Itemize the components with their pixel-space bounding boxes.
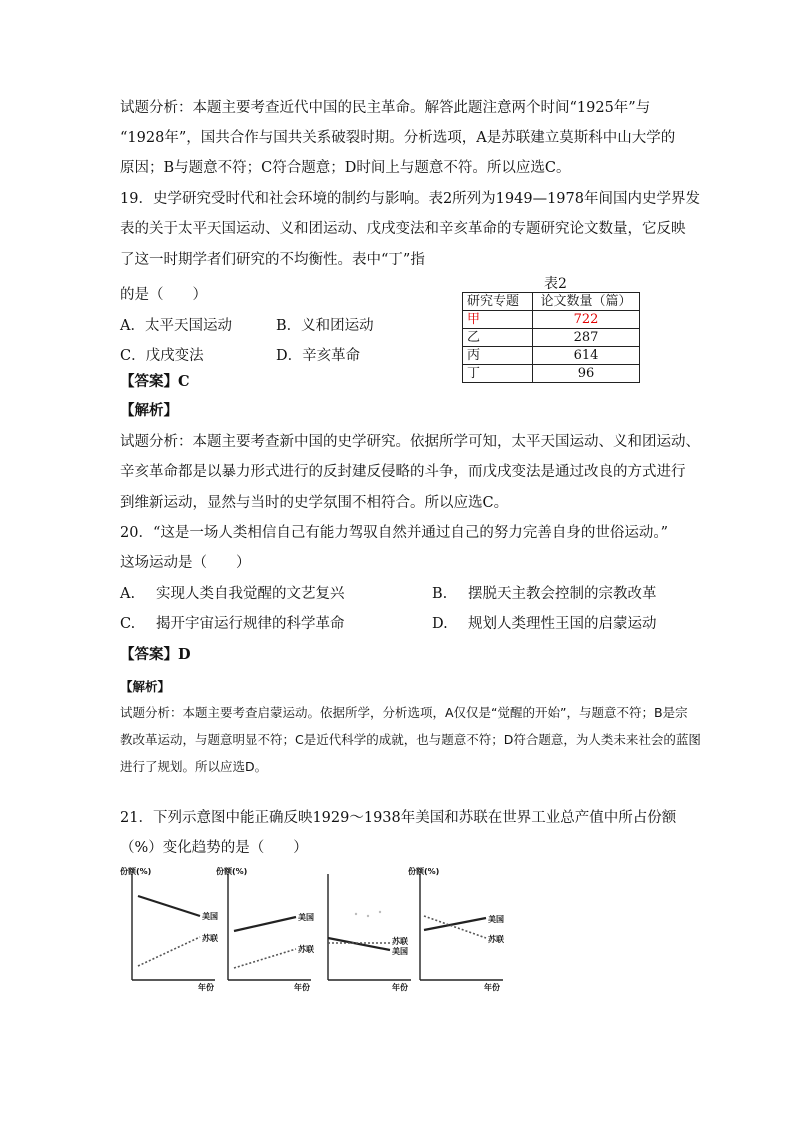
x-axis-label: 年份 — [294, 983, 310, 992]
diagram-d-graphic — [408, 862, 508, 997]
q20-option-c-letter: C. — [120, 616, 136, 632]
q21-stem-line-2: （%）变化趋势的是（ ） — [120, 840, 308, 856]
diagram-c — [316, 862, 416, 997]
x-axis-label: 年份 — [484, 983, 500, 992]
diagram-a — [120, 862, 220, 997]
ussr-label: 苏联 — [298, 945, 314, 954]
q18-analysis-line-3: 原因；B与题意不符；C符合题意；D时间上与题意不符。所以应选C。 — [120, 160, 571, 176]
table-header-cell: 研究专题 — [463, 293, 533, 311]
ussr-label: 苏联 — [392, 937, 408, 946]
table-header-row — [463, 293, 640, 311]
diagram-b-graphic — [216, 862, 316, 997]
table-cell-topic: 乙 — [463, 329, 533, 347]
q20-option-b: 摆脱天主教会控制的宗教改革 — [468, 586, 657, 602]
q20-option-a-letter: A. — [120, 586, 136, 602]
q20-option-b-letter: B. — [432, 586, 448, 602]
q20-stem-line-2: 这场运动是（ ） — [120, 555, 251, 571]
y-axis-label: 份额(%) — [216, 867, 248, 876]
q20-option-d-letter: D. — [432, 616, 448, 632]
q19-option-b: B．义和团运动 — [276, 318, 374, 334]
q20-option-a: 实现人类自我觉醒的文艺复兴 — [156, 586, 345, 602]
q20-analysis-line-1: 试题分析：本题主要考查启蒙运动。依据所学，分析选项，A仅仅是“觉醒的开始”，与题意不符；B是宗 — [120, 705, 688, 720]
q19-stem-line-4: 的是（ ） — [120, 287, 207, 303]
q19-stem-line-2: 表的关于太平天国运动、义和团运动、戊戌变法和辛亥革命的专题研究论文数量，它反映 — [120, 221, 686, 237]
q19-analysis-line-3: 到维新运动，显然与当时的史学氛围不相符合。所以应选C。 — [120, 495, 509, 511]
q20-option-d: 规划人类理性王国的启蒙运动 — [468, 616, 657, 632]
table-cell-topic: 丙 — [463, 347, 533, 365]
q19-answer: 【答案】C — [120, 373, 190, 390]
table-header-cell: 论文数量（篇） — [533, 293, 640, 311]
q20-option-c: 揭开宇宙运行规律的科学革命 — [156, 616, 345, 632]
diagram-d — [408, 862, 508, 997]
diagram-a-graphic — [120, 862, 220, 997]
q20-stem-line-1: 20．“这是一场人类相信自己有能力驾驭自然并通过自己的努力完善自身的世俗运动。” — [120, 525, 669, 541]
q21-stem-line-1: 21．下列示意图中能正确反映1929～1938年美国和苏联在世界工业总产值中所占份额 — [120, 810, 677, 826]
q19-analysis-title: 【解析】 — [120, 402, 178, 419]
paper-count-table — [462, 292, 640, 383]
q19-option-c: C．戊戌变法 — [120, 348, 204, 364]
q19-analysis-line-2: 辛亥革命都是以暴力形式进行的反封建反侵略的斗争，而戊戌变法是通过改良的方式进行 — [120, 464, 686, 480]
table-cell-count: 722 — [533, 311, 640, 329]
q20-analysis-line-2: 教改革运动，与题意明显不符；C是近代科学的成就，也与题意不符；D符合题意，为人类未来社会的蓝图 — [120, 732, 701, 747]
table-caption: 表2 — [544, 276, 567, 292]
usa-label: 美国 — [392, 947, 408, 956]
x-axis-label: 年份 — [392, 983, 408, 992]
table-cell-count: 96 — [533, 365, 640, 383]
table-row — [463, 365, 640, 383]
y-axis-label: 份额(%) — [408, 867, 440, 876]
q19-option-a: A．太平天国运动 — [120, 318, 232, 334]
y-axis-label: 份额(%) — [120, 867, 152, 876]
q19-stem-line-3: 了这一时期学者们研究的不均衡性。表中“丁”指 — [120, 252, 425, 268]
usa-label: 美国 — [488, 915, 504, 924]
q19-option-d: D．辛亥革命 — [276, 348, 361, 364]
q19-analysis-line-1: 试题分析：本题主要考查新中国的史学研究。依据所学可知，太平天国运动、义和团运动、 — [120, 434, 700, 450]
table-row — [463, 311, 640, 329]
table-cell-topic: 丁 — [463, 365, 533, 383]
q19-stem-line-1: 19．史学研究受时代和社会环境的制约与影响。表2所列为1949—1978年间国内史学界发 — [120, 191, 700, 207]
x-axis-label: 年份 — [198, 983, 214, 992]
ussr-label: 苏联 — [488, 935, 504, 944]
usa-label: 美国 — [298, 913, 314, 922]
diagram-c-graphic — [316, 862, 416, 997]
q20-analysis-line-3: 进行了规划。所以应选D。 — [120, 759, 268, 774]
diagram-b — [216, 862, 316, 997]
ussr-label: 苏联 — [202, 934, 218, 943]
table-cell-topic: 甲 — [463, 311, 533, 329]
table-cell-count: 614 — [533, 347, 640, 365]
q20-analysis-title: 【解析】 — [120, 679, 171, 694]
q18-analysis-line-2: “1928年”，国共合作与国共关系破裂时期。分析选项，A是苏联建立莫斯科中山大学的 — [120, 130, 676, 146]
q18-analysis-line-1: 试题分析：本题主要考查近代中国的民主革命。解答此题注意两个时间“1925年”与 — [120, 100, 651, 116]
table-row — [463, 347, 640, 365]
q20-answer: 【答案】D — [120, 646, 191, 663]
table-row — [463, 329, 640, 347]
usa-label: 美国 — [202, 912, 218, 921]
table-cell-count: 287 — [533, 329, 640, 347]
